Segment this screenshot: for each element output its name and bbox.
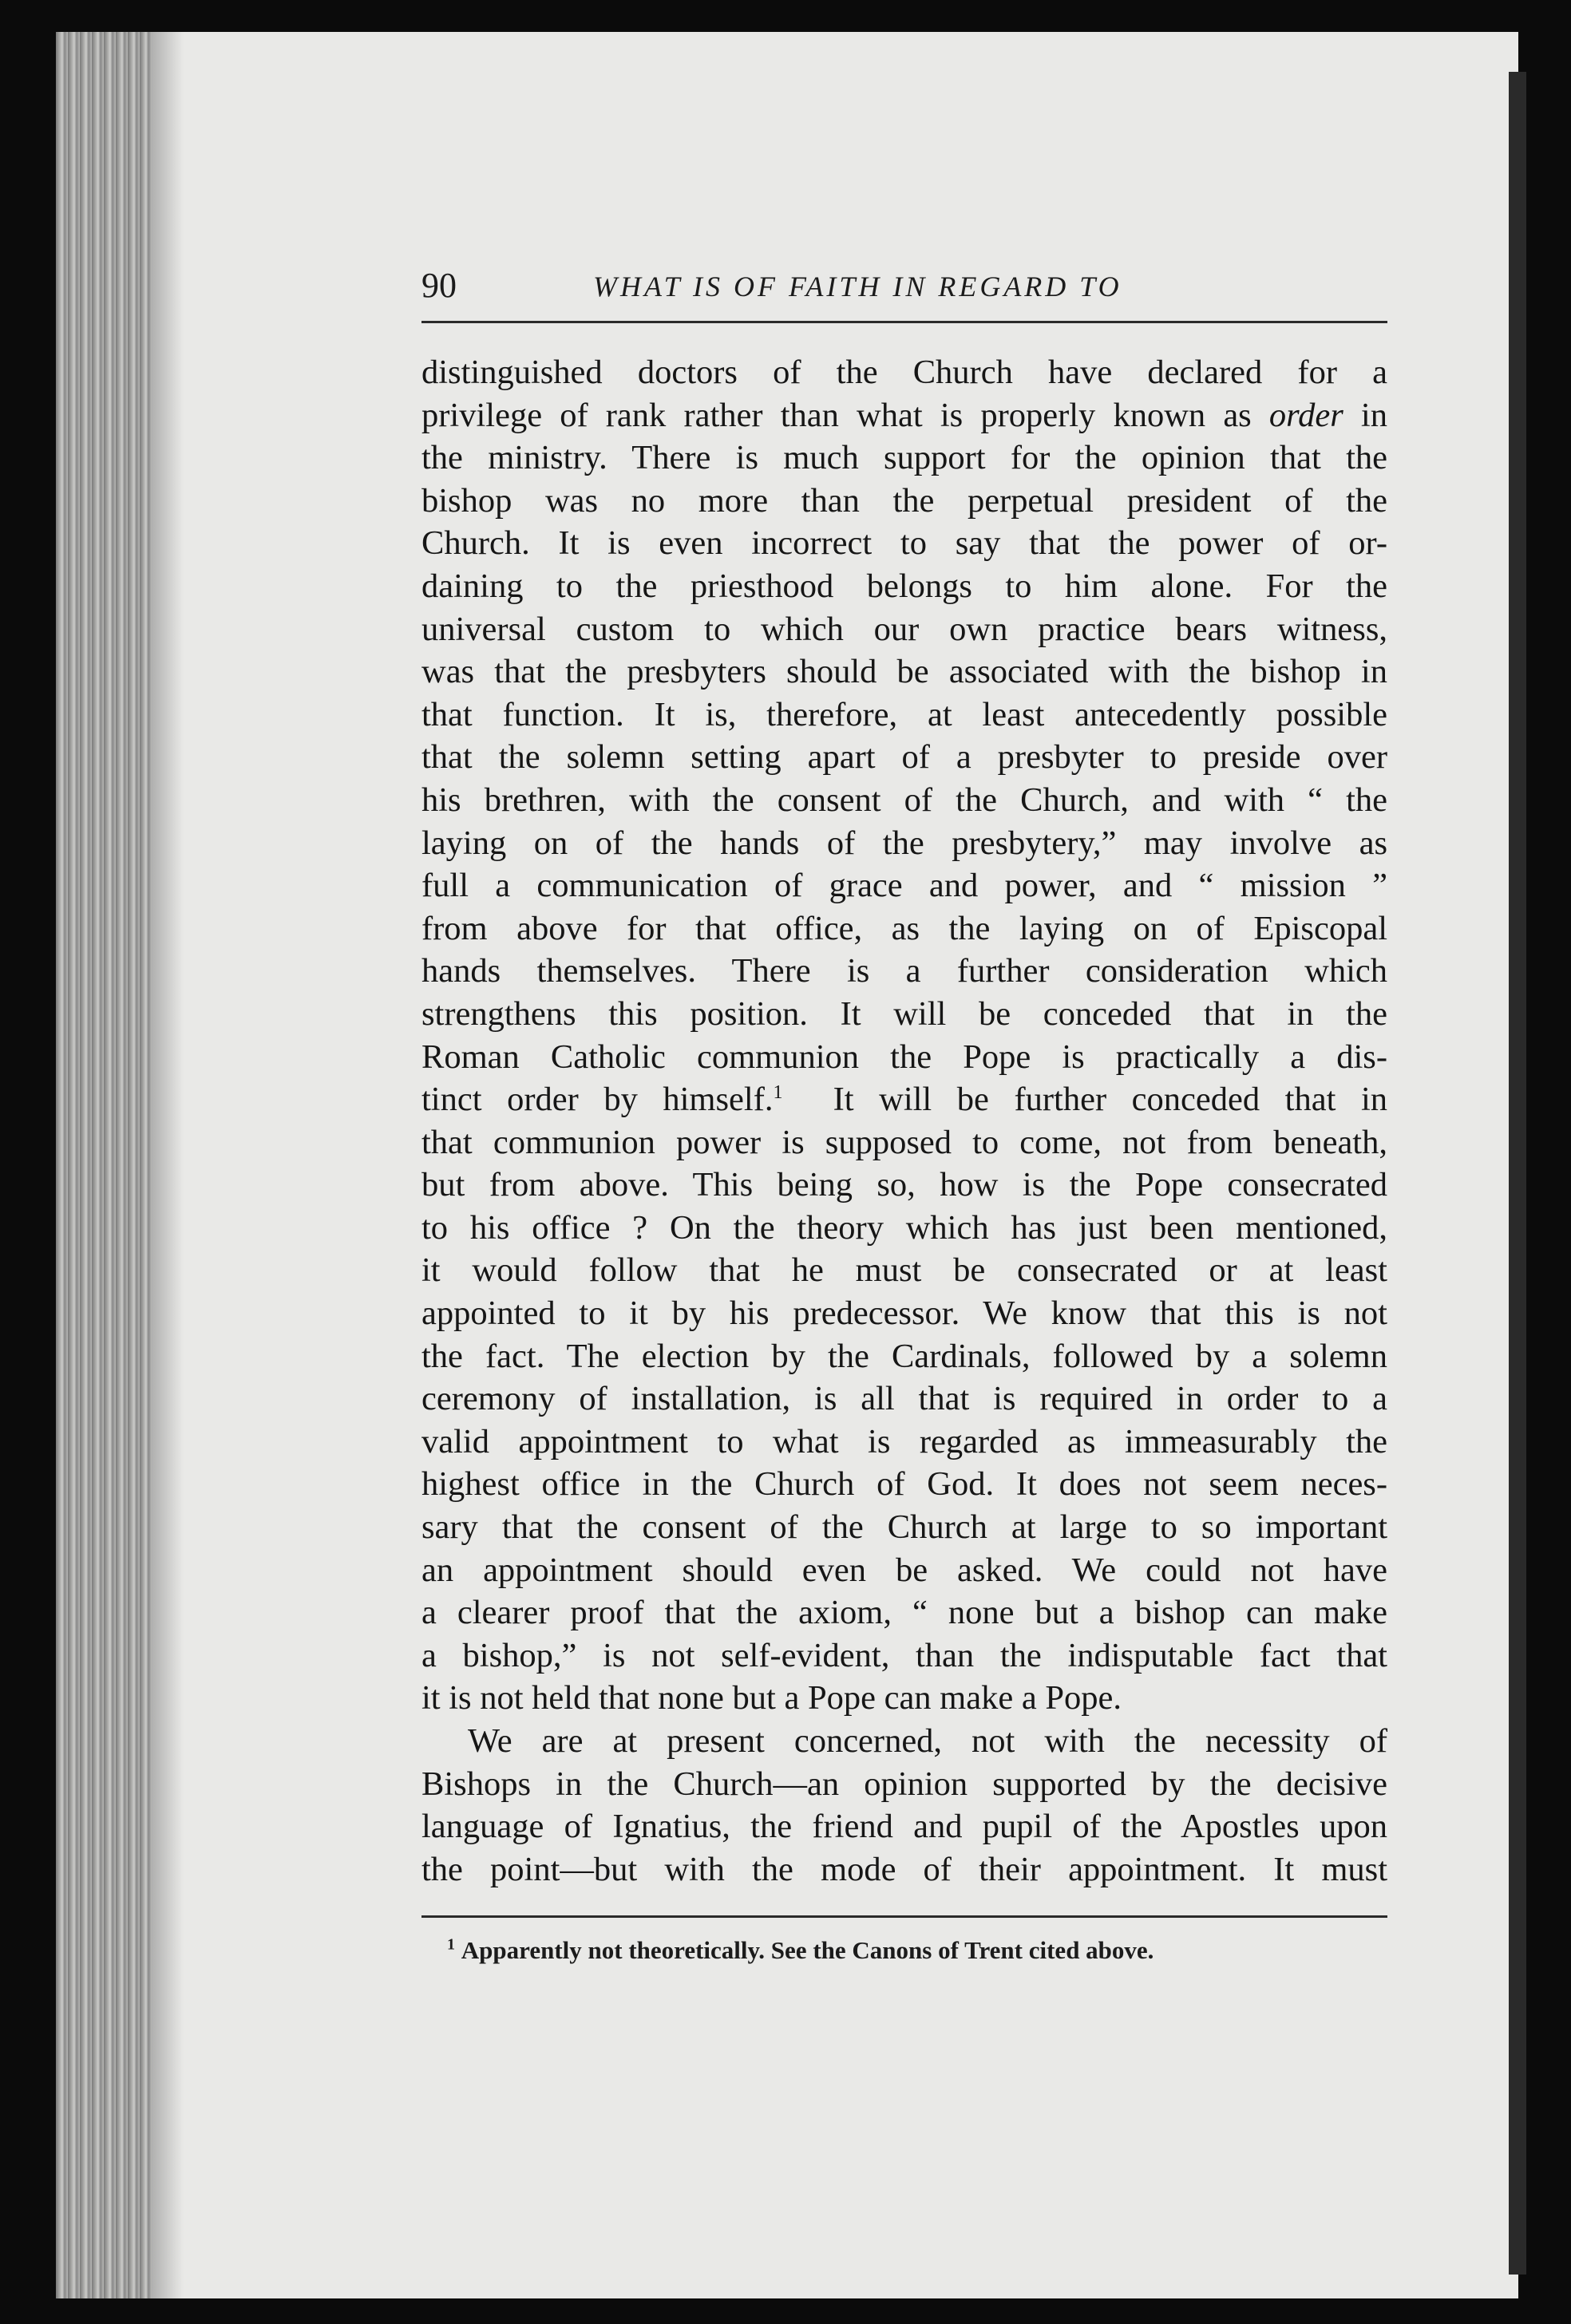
footnote (447, 1936, 1389, 1965)
running-head (421, 265, 1387, 323)
page-gutter-shadow (152, 32, 184, 2298)
text-fragment: tinct order by himself. (421, 1081, 774, 1119)
text-line: the ministry. There is much support for the opinion that the (421, 439, 1387, 477)
text-line: Roman Catholic communion the Pope is practically a dis- (421, 1038, 1387, 1076)
text-fragment: in (1343, 396, 1387, 434)
text-line: Church. It is even incorrect to say that the power of or- (421, 524, 1387, 563)
page-edges (56, 32, 152, 2298)
body-text (421, 351, 1387, 1891)
text-line: universal custom to which our own practice bears witness, (421, 610, 1387, 648)
text-line: language of Ignatius, the friend and pupil of the Apostles upon (421, 1808, 1387, 1846)
text-line: hands themselves. There is a further consideration which (421, 952, 1387, 990)
text-line: that communion power is supposed to come, not from beneath, (421, 1123, 1387, 1161)
text-line: it would follow that he must be consecrated or at least (421, 1251, 1387, 1290)
footnote-divider (421, 1915, 1387, 1918)
text-line: that the solemn setting apart of a presbyter to preside over (421, 738, 1387, 777)
text-line: daining to the priesthood belongs to him alone. For the (421, 567, 1387, 605)
text-line: a bishop,” is not self-evident, than the indisputable fact that (421, 1636, 1387, 1674)
text-line: full a communication of grace and power, and “ mission ” (421, 867, 1387, 905)
text-line: the fact. The election by the Cardinals, followed by a solemn (421, 1337, 1387, 1375)
text-line: laying on of the hands of the presbytery,” may involve as (421, 824, 1387, 862)
footnote-reference: 1 (773, 1081, 783, 1103)
text-line: was that the presbyters should be associated with the bishop in (421, 653, 1387, 691)
paragraph-first-line: We are at present concerned, not with the necessity of (468, 1722, 1387, 1760)
running-title: WHAT IS OF FAITH IN REGARD TO (593, 271, 1122, 302)
text-line (421, 394, 1387, 437)
text-line: ceremony of installation, is all that is required in order to a (421, 1380, 1387, 1418)
text-line: distinguished doctors of the Church have declared for a (421, 354, 1387, 391)
paragraph-last-line: it is not held that none but a Pope can make a Pope. (421, 1679, 1122, 1717)
text-line: sary that the consent of the Church at large to so important (421, 1508, 1387, 1547)
right-page-edge (1509, 72, 1526, 2275)
footnote-text: Apparently not theoretically. See the Canons of Trent cited above. (461, 1936, 1154, 1964)
text-line: his brethren, with the consent of the Church, and with “ the (421, 781, 1387, 819)
text-line: highest office in the Church of God. It does not seem neces- (421, 1465, 1387, 1504)
text-line: a clearer proof that the axiom, “ none but a bishop can make (421, 1594, 1387, 1632)
text-line: strengthens this position. It will be conceded that in the (421, 994, 1387, 1033)
page-number: 90 (421, 266, 457, 305)
text-line: to his office ? On the theory which has just been mentioned, (421, 1208, 1387, 1247)
text-line: appointed to it by his predecessor. We know that this is not (421, 1294, 1387, 1333)
italic-word: order (1268, 396, 1343, 434)
text-line: an appointment should even be asked. We could not have (421, 1551, 1387, 1589)
text-line: the point—but with the mode of their appointment. It must (421, 1850, 1387, 1888)
text-fragment: It will be further conceded that in (833, 1081, 1388, 1119)
text-line: but from above. This being so, how is the Pope consecrated (421, 1166, 1387, 1204)
text-line: Bishops in the Church—an opinion supported by the decisive (421, 1765, 1387, 1803)
text-line: that function. It is, therefore, at least antecedently possible (421, 695, 1387, 733)
footnote-marker: 1 (447, 1935, 455, 1954)
text-fragment: privilege of rank rather than what is properly known as (421, 396, 1269, 434)
text-line: bishop was no more than the perpetual president of the (421, 481, 1387, 520)
text-line: from above for that office, as the laying on of Episcopal (421, 909, 1387, 947)
text-line: valid appointment to what is regarded as immeasurably the (421, 1422, 1387, 1460)
text-line (421, 1078, 1387, 1121)
